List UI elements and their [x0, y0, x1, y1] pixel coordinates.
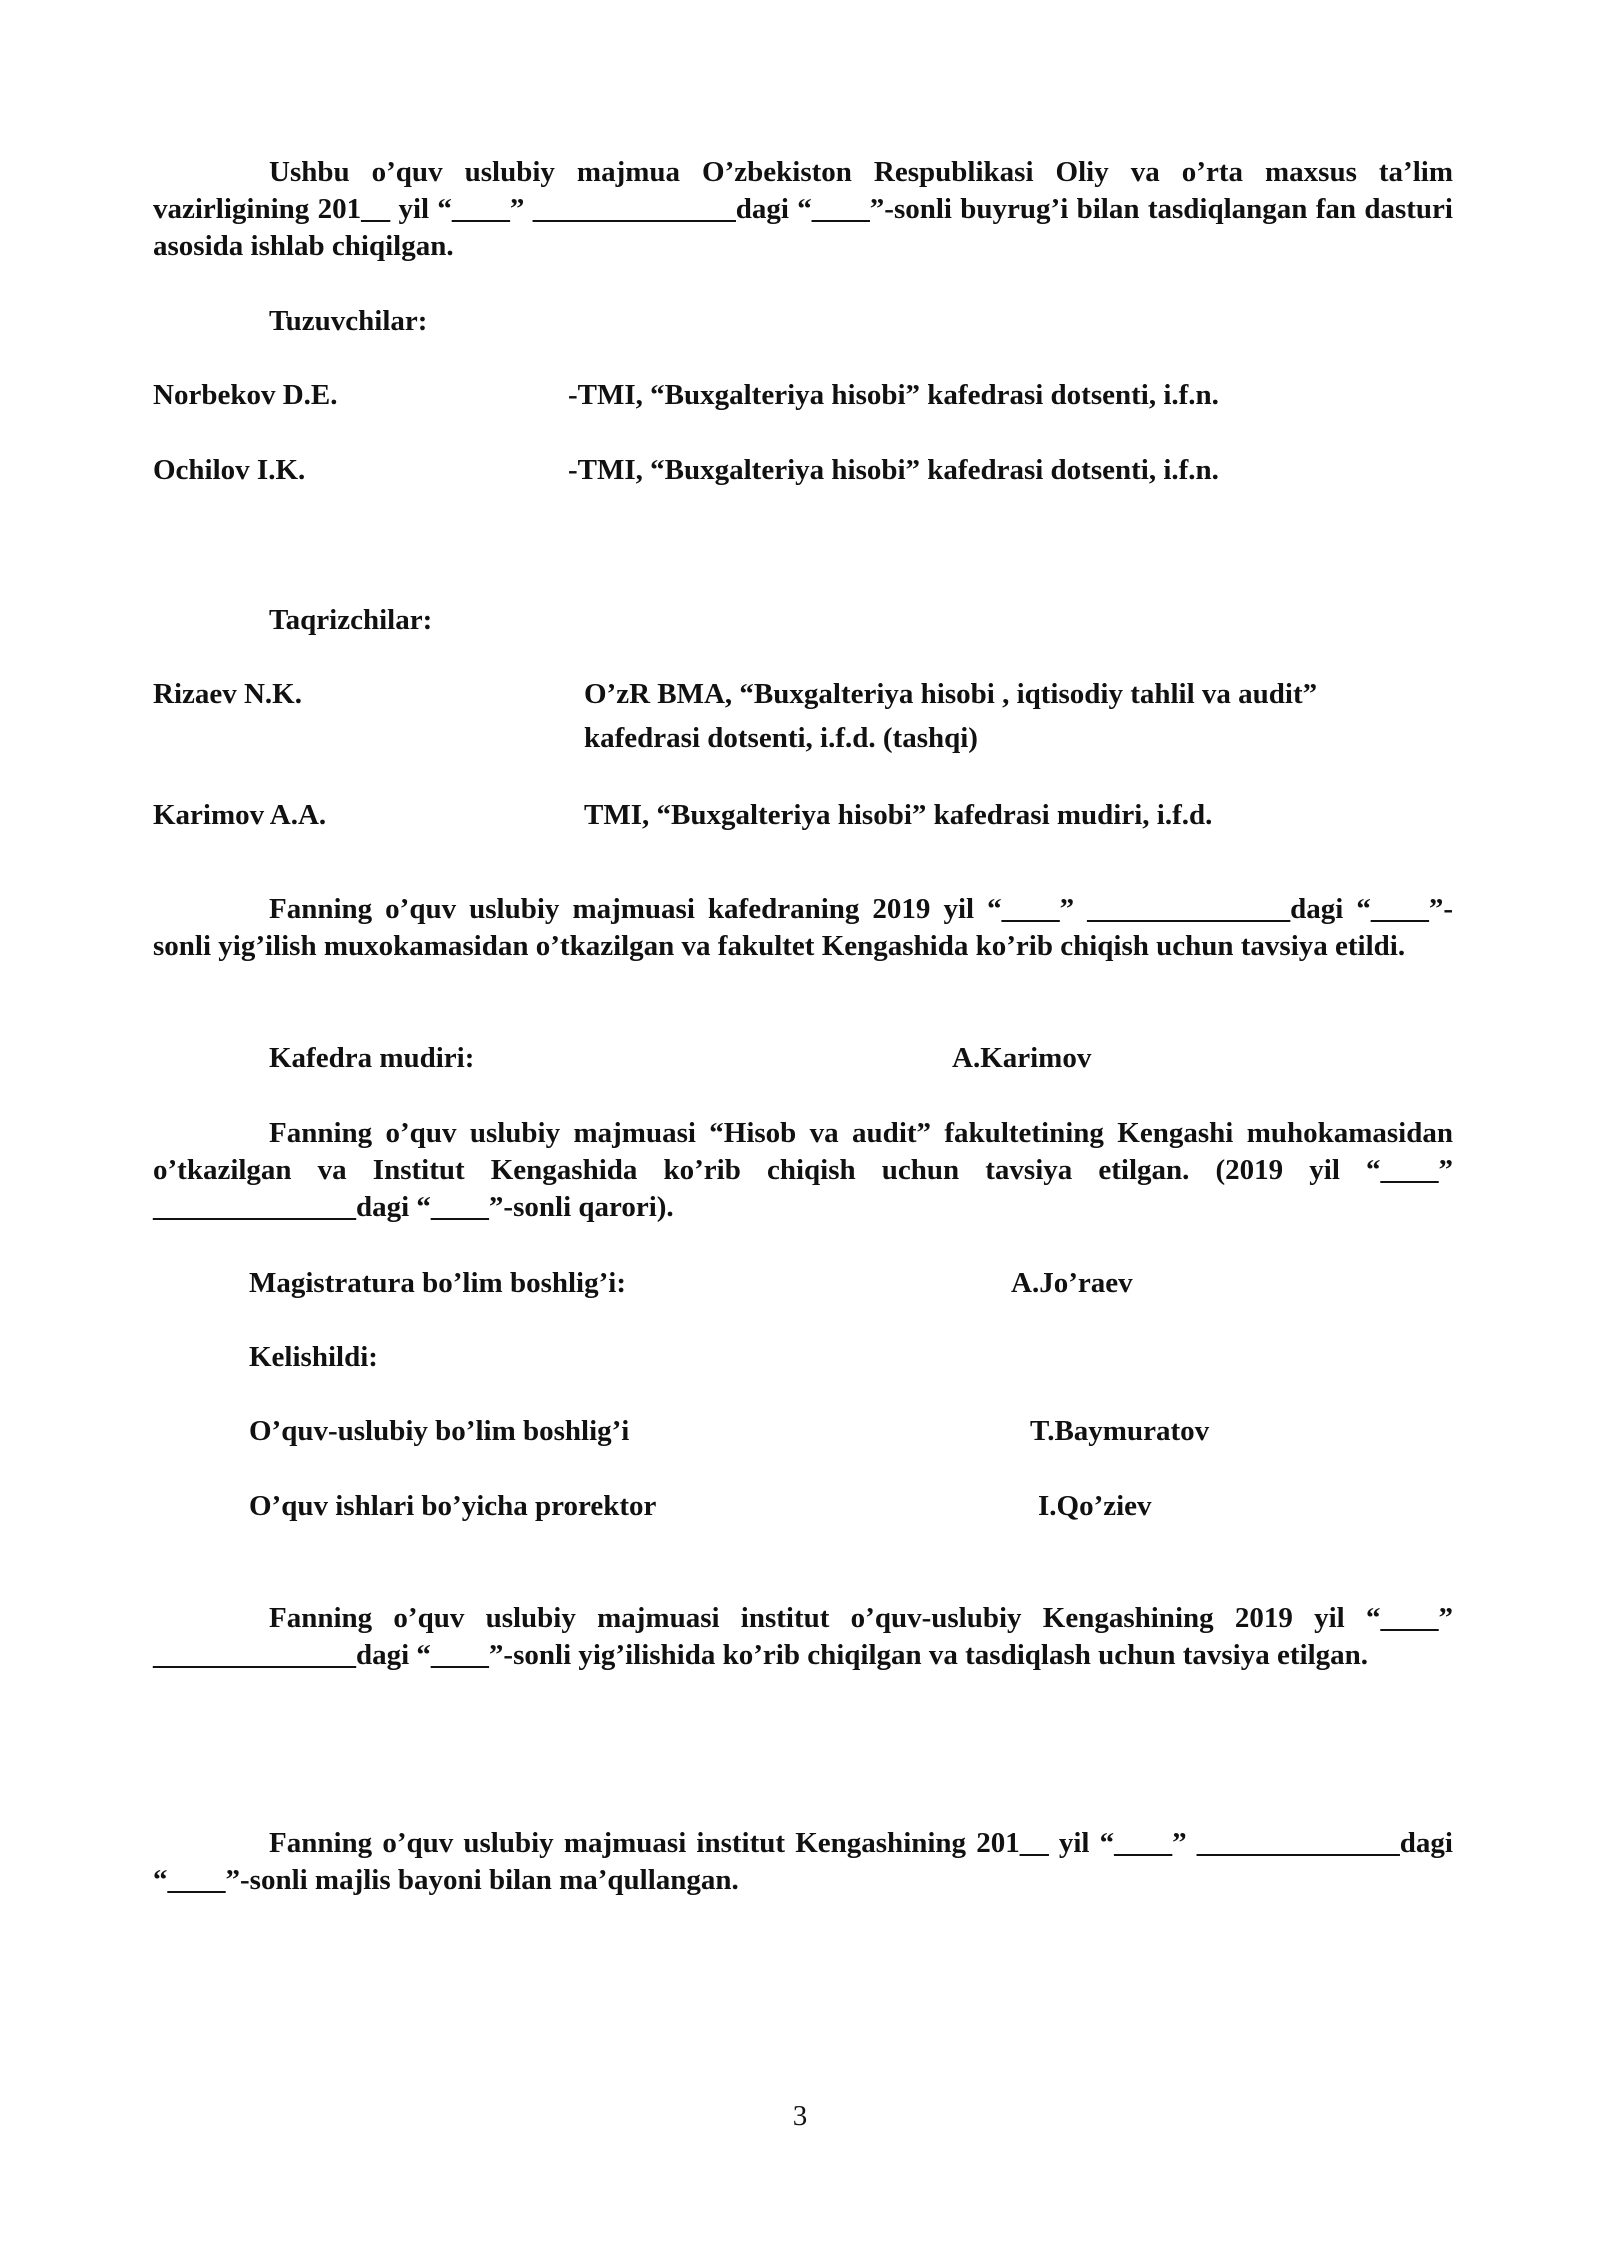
methodical-head-title: O’quv-uslubiy bo’lim boshlig’i — [249, 1415, 630, 1447]
council-paragraph: Fanning o’quv uslubiy majmuasi institut o’quv-uslubiy Kengashining 2019 yil “____” ______________dagi “____”-sonli yig’ilishida ko’rib chiqilgan va tasdiqlash uchun tavsiya etilgan. — [153, 1602, 1453, 1671]
compiler-name: Ochilov I.K. — [153, 454, 306, 486]
compilers-heading: Tuzuvchilar: — [269, 305, 428, 337]
prorector-title: O’quv ishlari bo’yicha prorektor — [249, 1490, 657, 1522]
faculty-paragraph: Fanning o’quv uslubiy majmuasi “Hisob va audit” fakultetining Kengashi muhokamasidan o’tkazilgan va Institut Kengashida ko’rib chiqish uchun tavsiya etilgan. (2019 yil “____” ______________dagi “____”-sonli qarori). — [153, 1117, 1453, 1223]
approval-paragraph: Fanning o’quv uslubiy majmuasi institut Kengashining 201__ yil “____” ______________dagi “____”-sonli majlis bayoni bilan ma’qullangan. — [153, 1827, 1453, 1896]
masters-head-title: Magistratura bo’lim boshlig’i: — [249, 1267, 626, 1299]
agreed-heading: Kelishildi: — [249, 1341, 378, 1373]
department-head-name: A.Karimov — [952, 1042, 1092, 1074]
reviewer-name: Rizaev N.K. — [153, 678, 302, 710]
masters-head-name: A.Jo’raev — [1011, 1267, 1133, 1299]
department-paragraph: Fanning o’quv uslubiy majmuasi kafedraning 2019 yil “____” ______________dagi “____”-sonli yig’ilish muxokamasidan o’tkazilgan va fakultet Kengashida ko’rib chiqish uchun tavsiya etildi. — [153, 893, 1453, 962]
reviewers-heading: Taqrizchilar: — [269, 604, 433, 636]
department-head-title: Kafedra mudiri: — [269, 1042, 475, 1074]
compiler-role: -TMI, “Buxgalteriya hisobi” kafedrasi dotsenti, i.f.n. — [568, 379, 1219, 411]
reviewer-role: TMI, “Buxgalteriya hisobi” kafedrasi mudiri, i.f.d. — [584, 799, 1213, 831]
reviewer-role: O’zR BMA, “Buxgalteriya hisobi , iqtisodiy tahlil va audit” kafedrasi dotsenti, i.f.d. (tashqi) — [584, 678, 1318, 754]
intro-paragraph: Ushbu o’quv uslubiy majmua O’zbekiston Respublikasi Oliy va o’rta maxsus ta’lim vazirligining 201__ yil “____” ______________dagi “____”-sonli buyrug’i bilan tasdiqlangan fan dasturi asosida ishlab chiqilgan. — [153, 156, 1453, 262]
methodical-head-name: T.Baymuratov — [1030, 1415, 1210, 1447]
compiler-name: Norbekov D.E. — [153, 379, 338, 411]
prorector-name: I.Qo’ziev — [1038, 1490, 1152, 1522]
page-number: 3 — [792, 2100, 808, 2132]
compiler-role: -TMI, “Buxgalteriya hisobi” kafedrasi dotsenti, i.f.n. — [568, 454, 1219, 486]
reviewer-name: Karimov A.A. — [153, 799, 327, 831]
